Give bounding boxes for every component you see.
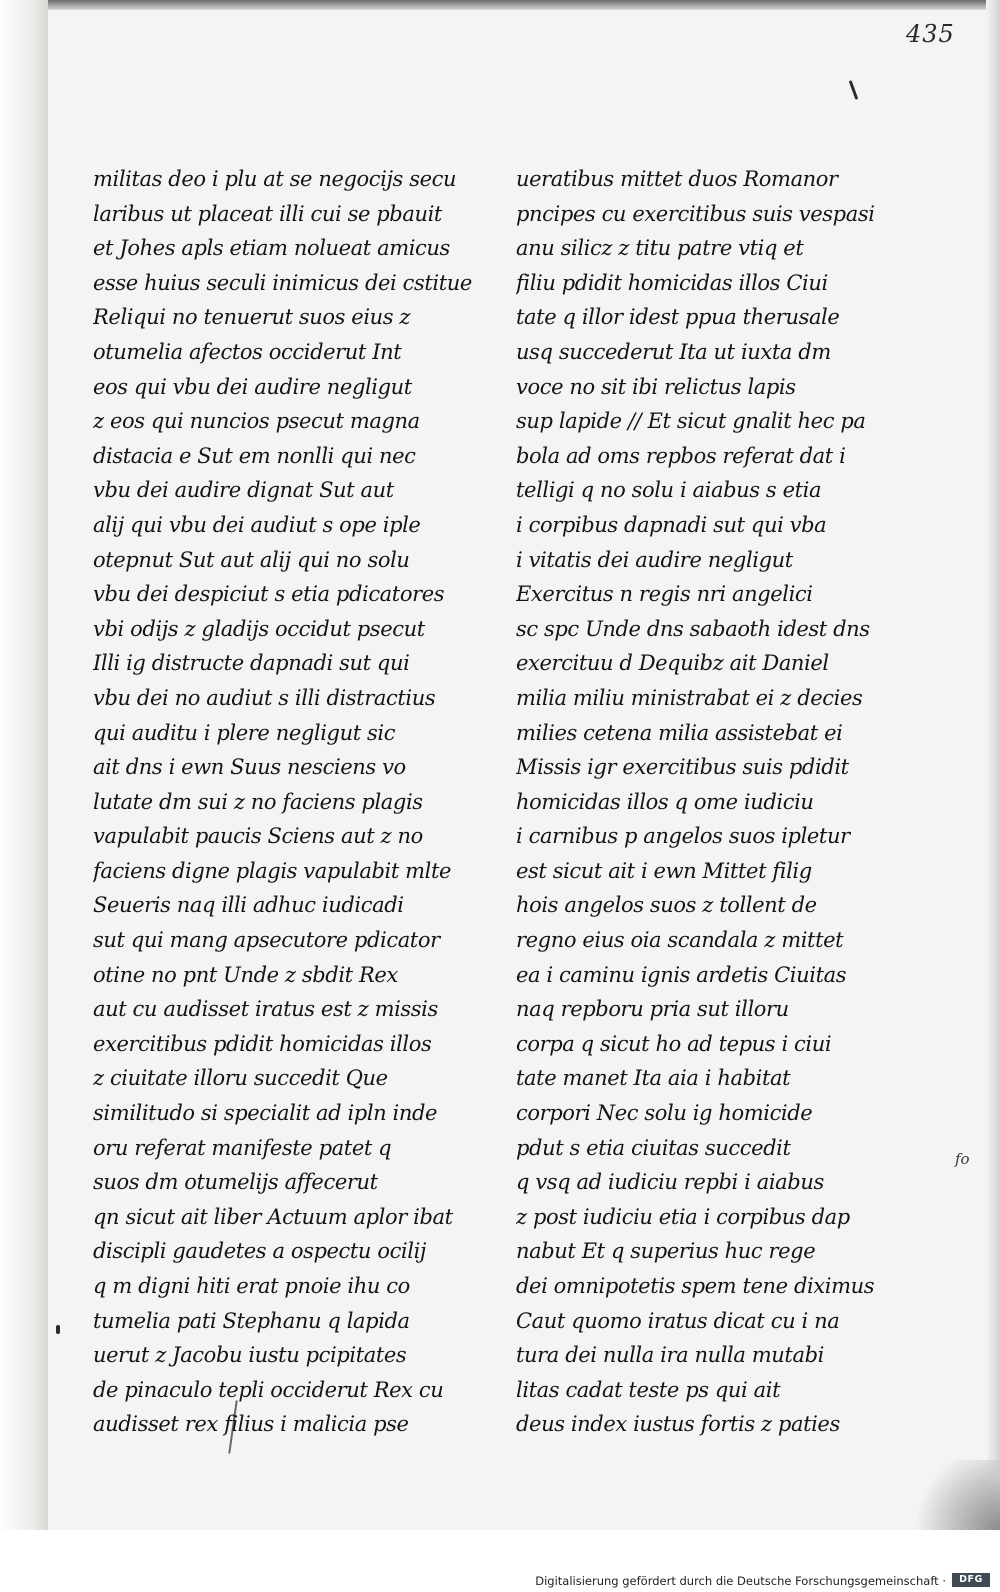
manuscript-line: exercituu d Dequibz ait Daniel [516,651,829,676]
margin-tick-left [56,1325,60,1334]
thumb-shadow [910,1460,1000,1530]
dfg-logo: DFG [952,1573,990,1587]
manuscript-line: esse huius seculi inimicus dei cstitue [93,270,472,295]
manuscript-line: distacia e Sut em nonlli qui nec [93,443,416,468]
manuscript-line: bola ad oms repbos referat dat i [516,443,846,468]
manuscript-line: oru referat manifeste patet q [93,1135,392,1160]
manuscript-line: aut cu audisset iratus est z missis [93,997,438,1022]
footer-bar [0,1530,1000,1592]
manuscript-line: Seueris naq illi adhuc iudicadi [93,893,404,918]
manuscript-line: q vsq ad iudiciu repbi i aiabus [516,1170,824,1195]
manuscript-line: i carnibus p angelos suos ipletur [516,824,850,849]
manuscript-line: milies cetena milia assistebat ei [516,720,843,745]
manuscript-line: i corpibus dapnadi sut qui vba [516,512,827,537]
manuscript-line: voce no sit ibi relictus lapis [516,374,796,399]
manuscript-line: telligi q no solu i aiabus s etia [516,478,822,503]
manuscript-line: sup lapide // Et sicut gnalit hec pa [516,409,866,434]
folio-number: 435 [906,20,955,48]
manuscript-line: eos qui vbu dei audire negligut [93,374,412,399]
manuscript-line: vbu dei despiciut s etia pdicatores [93,582,445,607]
manuscript-line: faciens digne plagis vapulabit mlte [93,858,452,883]
scan-left-gutter [0,0,48,1530]
manuscript-line: Exercitus n regis nri angelici [516,582,813,607]
text-column-left [93,162,485,1442]
manuscript-line: laribus ut placeat illi cui se pbauit [93,201,442,226]
manuscript-line: militas deo i plu at se negocijs secu [93,167,457,191]
manuscript-line: tate manet Ita aia i habitat [516,1066,791,1091]
manuscript-line: sc spc Unde dns sabaoth idest dns [516,616,870,641]
manuscript-line: pncipes cu exercitibus suis vespasi [516,201,875,226]
manuscript-line: corpori Nec solu ig homicide [516,1101,813,1126]
manuscript-line: otumelia afectos occiderut Int [93,339,402,364]
manuscript-line: ueratibus mittet duos Romanor [516,167,838,191]
manuscript-line: audisset rex filius i malicia pse [93,1412,409,1437]
manuscript-line: tate q illor idest ppua therusale [516,305,840,330]
manuscript-line: z eos qui nuncios psecut magna [93,409,420,434]
manuscript-line: z post iudiciu etia i corpibus dap [516,1204,850,1229]
manuscript-line: z ciuitate illoru succedit Que [93,1066,388,1091]
manuscript-line: dei omnipotetis spem tene diximus [516,1274,875,1298]
manuscript-line: vbu dei audire dignat Sut aut [93,478,394,503]
manuscript-line: uerut z Jacobu iustu pcipitates [93,1343,407,1368]
manuscript-line: tumelia pati Stephanu q lapida [93,1308,410,1333]
manuscript-line: discipli gaudetes a ospectu ocilij [93,1239,426,1264]
funding-credit: Digitalisierung gefördert durch die Deutsche Forschungsgemeinschaft · [535,1574,946,1588]
manuscript-line: nabut Et q superius huc rege [516,1239,816,1264]
manuscript-line: corpa q sicut ho ad tepus i ciui [516,1031,832,1056]
manuscript-line: sut qui mang apsecutore pdicator [93,928,440,953]
manuscript-line: filiu pdidit homicidas illos Ciui [516,270,828,295]
manuscript-line: anu silicz z titu patre vtiq et [516,236,804,261]
manuscript-line: homicidas illos q ome iudiciu [516,789,814,814]
scan-top-edge [40,0,1000,10]
manuscript-line: Reliqui no tenuerut suos eius z [93,305,411,330]
scan-right-edge [986,0,1000,1530]
manuscript-line: deus index iustus fortis z paties [516,1412,840,1437]
manuscript-line: alij qui vbu dei audiut s ope iple [93,512,421,537]
manuscript-line: hois angelos suos z tollent de [516,893,817,918]
manuscript-line: regno eius oia scandala z mittet [516,928,844,953]
margin-note: fo [955,1150,970,1168]
manuscript-line: qui auditu i plere negligut sic [93,720,396,745]
manuscript-line: tura dei nulla ira nulla mutabi [516,1343,824,1368]
manuscript-line: suos dm otumelijs affecerut [93,1170,378,1195]
manuscript-line: Caut quomo iratus dicat cu i na [516,1308,840,1333]
manuscript-line: vbi odijs z gladijs occidut psecut [93,616,425,641]
manuscript-line: i vitatis dei audire negligut [516,547,793,572]
manuscript-line: otine no pnt Unde z sbdit Rex [93,962,398,987]
margin-tick-top [849,80,859,100]
manuscript-line: ait dns i ewn Suus nesciens vo [93,755,406,780]
manuscript-line: Missis igr exercitibus suis pdidit [516,755,849,780]
manuscript-line: usq succederut Ita ut iuxta dm [516,339,831,364]
manuscript-line: exercitibus pdidit homicidas illos [93,1031,432,1056]
manuscript-line: vbu dei no audiut s illi distractius [93,685,436,710]
manuscript-line: et Johes apls etiam nolueat amicus [93,236,450,261]
manuscript-line: q m digni hiti erat pnoie ihu co [93,1274,410,1298]
manuscript-line: ea i caminu ignis ardetis Ciuitas [516,962,847,987]
manuscript-line: pdut s etia ciuitas succedit [516,1135,791,1160]
manuscript-line: de pinaculo tepli occiderut Rex cu [93,1377,444,1402]
manuscript-line: similitudo si specialit ad ipln inde [93,1101,438,1126]
manuscript-line: otepnut Sut aut alij qui no solu [93,547,410,572]
manuscript-line: qn sicut ait liber Actuum aplor ibat [93,1204,453,1229]
manuscript-line: est sicut ait i ewn Mittet filig [516,858,812,883]
manuscript-line: milia miliu ministrabat ei z decies [516,685,863,710]
manuscript-line: naq repboru pria sut illoru [516,997,789,1022]
manuscript-line: litas cadat teste ps qui ait [516,1377,781,1402]
manuscript-line: Illi ig distructe dapnadi sut qui [93,651,410,676]
text-column-right [516,162,908,1442]
manuscript-line: lutate dm sui z no faciens plagis [93,789,423,814]
manuscript-line: vapulabit paucis Sciens aut z no [93,824,423,849]
